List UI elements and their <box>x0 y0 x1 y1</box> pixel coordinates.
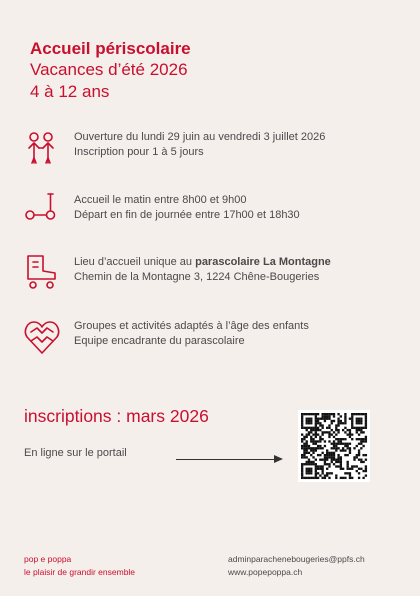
feature-line: Départ en fin de journée entre 17h00 et 18h30 <box>74 209 300 221</box>
feature-hours <box>24 193 404 237</box>
feature-line: Accueil le matin entre 8h00 et 9h00 <box>74 194 247 206</box>
feature-location <box>24 255 404 299</box>
feature-line: Equipe encadrante du parascolaire <box>74 335 245 347</box>
feature-groups <box>24 319 404 363</box>
page-title: Accueil périscolaire <box>30 39 191 58</box>
website-link[interactable]: www.popepoppa.ch <box>228 567 303 577</box>
org-name: pop e poppa <box>24 554 72 564</box>
arrow-line <box>176 459 276 460</box>
header <box>30 38 191 103</box>
age-range: 4 à 12 ans <box>30 82 110 101</box>
feature-line: Ouverture du lundi 29 juin au vendredi 3 juillet 2026 <box>74 131 326 143</box>
heart-icon <box>24 319 60 355</box>
children-icon <box>24 130 60 166</box>
contact-email[interactable]: adminparachenebougeries@ppfs.ch <box>228 554 365 564</box>
arrow-right-icon <box>274 455 283 463</box>
inscriptions-title: inscriptions : mars 2026 <box>24 406 209 426</box>
inscriptions-note: En ligne sur le portail <box>24 447 127 459</box>
footer-org <box>24 553 135 579</box>
roller-skate-icon <box>24 255 60 291</box>
qr-code-icon[interactable] <box>298 410 370 482</box>
feature-line: Chemin de la Montagne 3, 1224 Chêne-Bougeries <box>74 271 320 283</box>
feature-line <box>74 255 331 270</box>
page-subtitle: Vacances d’été 2026 <box>30 60 188 79</box>
scooter-icon <box>24 193 60 229</box>
feature-dates <box>24 130 404 174</box>
feature-line: Groupes et activités adaptés à l’âge des enfants <box>74 320 309 332</box>
location-name: parascolaire La Montagne <box>195 256 331 268</box>
feature-line: Inscription pour 1 à 5 jours <box>74 146 204 158</box>
org-tagline: le plaisir de grandir ensemble <box>24 567 136 577</box>
location-prefix: Lieu d’accueil unique au <box>74 256 196 268</box>
footer-contact <box>228 553 365 579</box>
